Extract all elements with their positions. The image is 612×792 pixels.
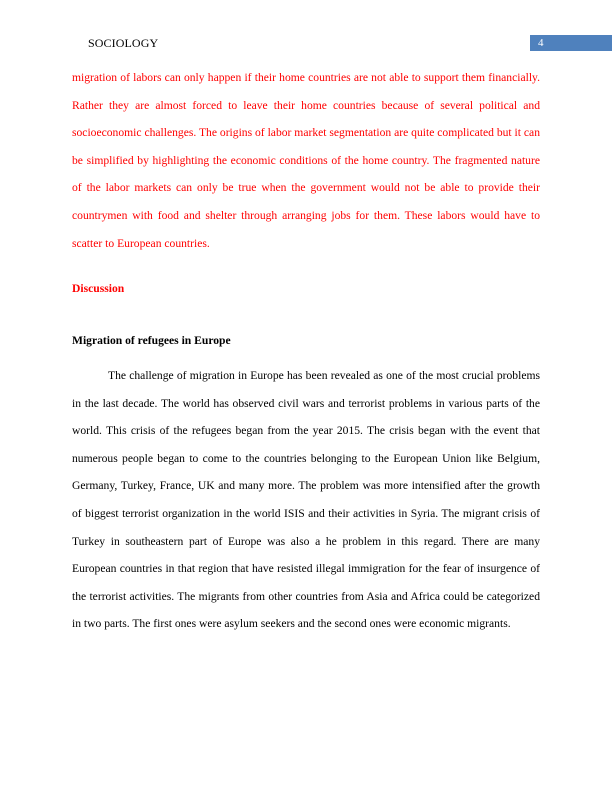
running-head: SOCIOLOGY bbox=[88, 36, 159, 50]
section-subheading: Migration of refugees in Europe bbox=[72, 334, 231, 347]
continued-paragraph: migration of labors can only happen if their home countries are not able to support them financially. Rather they are almost forced to leave their home countries because of several political and socioeconomic challenges. The origins of labor market segmentation are quite complicated but it can be simplified by highlighting the economic conditions of the home country. The fragmented nature of the labor markets can only be true when the government would not be able to provide their countrymen with food and shelter through arranging jobs for them. These labors would have to scatter to European countries. bbox=[72, 71, 540, 250]
migration-paragraph: The challenge of migration in Europe has been revealed as one of the most crucial problems in the last decade. The world has observed civil wars and terrorist problems in various parts of the world. This crisis of the refugees began from the year 2015. The crisis began with the event that numerous people began to come to the countries belonging to the European Union like Belgium, Germany, Turkey, France, UK and many more. The problem was more intensified after the growth of biggest terrorist organization in the world ISIS and their activities in Syria. The migrant crisis of Turkey in southeastern part of Europe was also a he problem in this regard. There are many European countries in that region that have resisted illegal immigration for the fear of insurgence of the terrorist activities. The migrants from other countries from Asia and Africa could be categorized in two parts. The first ones were asylum seekers and the second ones were economic migrants. bbox=[72, 369, 540, 631]
discussion-heading: Discussion bbox=[72, 282, 125, 295]
page-number: 4 bbox=[530, 35, 612, 51]
